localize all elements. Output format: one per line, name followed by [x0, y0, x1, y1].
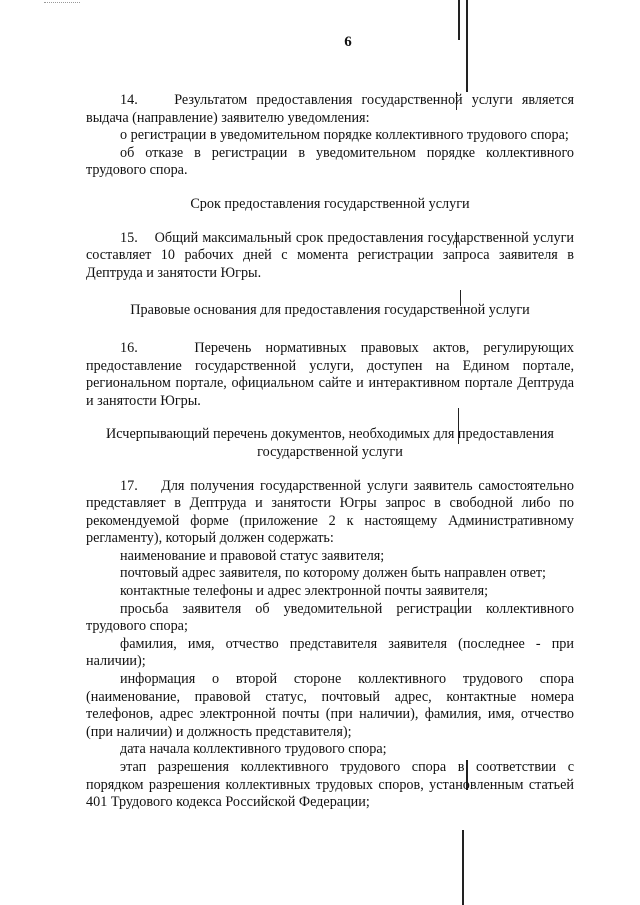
section-heading: Срок предоставления государственной услуги	[190, 195, 470, 212]
list-item: фамилия, имя, отчество представителя заявителя (последнее - при наличии);	[86, 635, 574, 670]
section-heading: Правовые основания для предоставления государственной услуги	[130, 302, 530, 319]
section-heading: Исчерпывающий перечень документов, необходимых для предоставления государственной услуги	[106, 426, 554, 460]
list-item: этап разрешения коллективного трудового спора в соответствии с порядком разрешения коллективных трудовых споров, установленным статьей 401 Трудового кодекса Российской Федерации;	[86, 759, 574, 811]
list-item: дата начала коллективного трудового спора;	[120, 741, 387, 758]
list-item: почтовый адрес заявителя, по которому должен быть направлен ответ;	[120, 565, 547, 582]
scan-artifact	[462, 830, 464, 905]
paragraph-15: 15. Общий максимальный срок предоставления государственной услуги составляет 10 рабочих дней с момента регистрации запроса заявителя в Дептруда и занятости Югры.	[86, 229, 574, 281]
paragraph-16: 16. Перечень нормативных правовых актов, регулирующих предоставление государственной услуги, доступен на Едином портале, региональном портале, официальном сайте и интерактивном портале Дептруда и занятости Югры.	[86, 339, 574, 409]
list-item: наименование и правовой статус заявителя;	[120, 547, 385, 564]
scan-artifact	[44, 2, 80, 13]
paragraph-14-item: об отказе в регистрации в уведомительном порядке коллективного трудового спора.	[86, 144, 574, 179]
page-number: 6	[344, 34, 352, 50]
list-item: контактные телефоны и адрес электронной почты заявителя;	[120, 583, 489, 600]
list-item: просьба заявителя об уведомительной регистрации коллективного трудового спора;	[86, 600, 574, 635]
list-item: информация о второй стороне коллективного трудового спора (наименование, правовой статус, почтовый адрес, контактные номера телефонов, адрес электронной почты (при наличии), фамилия, имя, отчество (при наличии) и должность представителя);	[86, 671, 574, 740]
paragraph-14-item: о регистрации в уведомительном порядке коллективного трудового спора;	[120, 127, 569, 144]
paragraph-14: 14. Результатом предоставления государственной услуги является выдача (направление) заявителю уведомления:	[86, 92, 574, 126]
paragraph-17: 17. Для получения государственной услуги заявитель самостоятельно представляет в Дептруда и занятости Югры запрос в свободной либо по рекомендуемой форме (приложение 2 к настоящему Административному регламенту), который должен содержать:	[86, 477, 574, 547]
document-body	[86, 92, 574, 812]
